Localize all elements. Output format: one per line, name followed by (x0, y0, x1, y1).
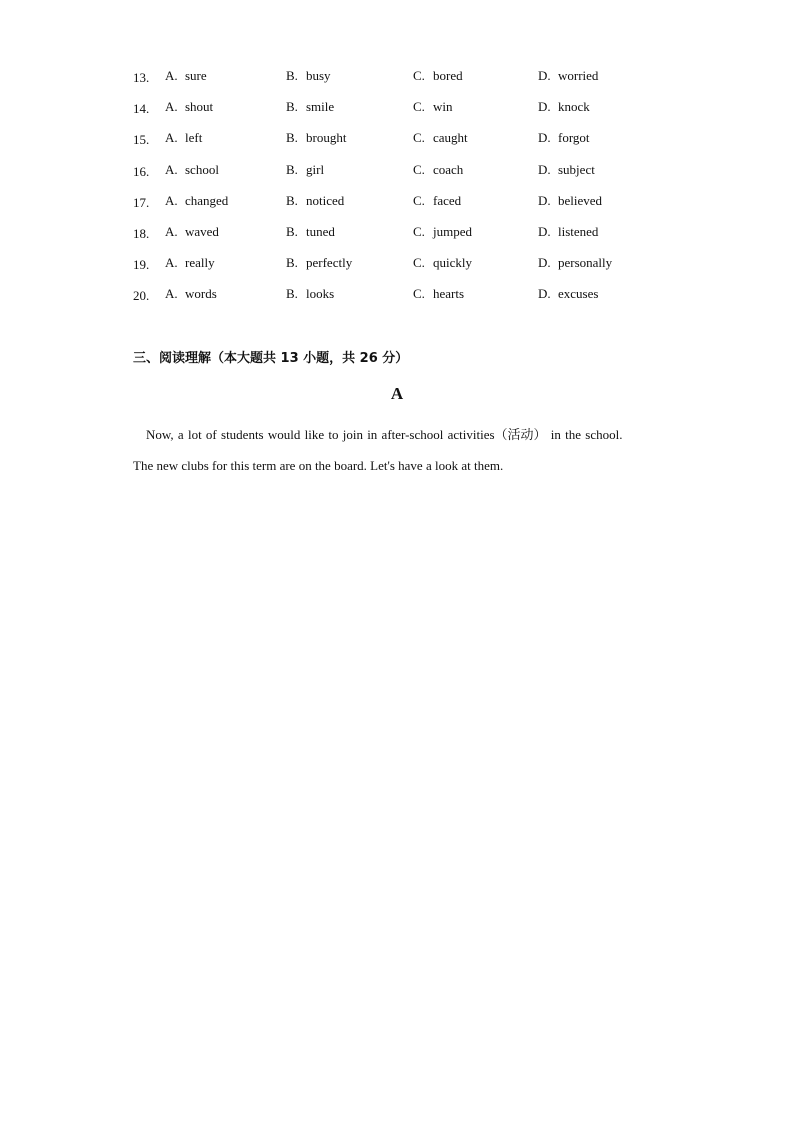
option-d (538, 284, 598, 304)
option-text: listened (558, 223, 599, 239)
option-letter: D. (538, 192, 551, 208)
option-letter: D. (538, 223, 551, 239)
passage-line: Now, a lot of students would like to join in after-school activities（活动） in the school. (146, 427, 623, 442)
option-text: noticed (306, 192, 345, 208)
option-letter: C. (413, 223, 425, 239)
option-letter: D. (538, 130, 551, 146)
question-number: 15. (133, 132, 150, 148)
option-d (538, 66, 598, 86)
option-letter: D. (538, 161, 551, 177)
option-text: tuned (306, 223, 335, 239)
option-letter: C. (413, 255, 425, 271)
option-text: smile (306, 99, 335, 115)
option-letter: B. (286, 192, 298, 208)
option-letter: A. (165, 130, 178, 146)
question-row (133, 128, 693, 159)
option-b (286, 128, 346, 148)
passage-text (133, 419, 653, 481)
option-text: shout (185, 99, 214, 115)
option-c (413, 97, 453, 117)
option-text: looks (306, 286, 335, 302)
option-letter: C. (413, 68, 425, 83)
option-letter: A. (165, 192, 178, 208)
question-number: 13. (133, 70, 150, 85)
option-letter: B. (286, 255, 298, 271)
option-letter: D. (538, 255, 551, 271)
option-a (165, 97, 213, 117)
question-row (133, 284, 693, 315)
option-letter: B. (286, 161, 298, 177)
option-c (413, 160, 463, 180)
question-number: 17. (133, 194, 150, 210)
option-a (165, 66, 207, 86)
option-letter: D. (538, 68, 551, 83)
option-letter: A. (165, 286, 178, 302)
question-row (133, 222, 693, 253)
option-text: believed (558, 192, 603, 208)
option-letter: C. (413, 130, 425, 146)
option-d (538, 97, 590, 117)
option-text: left (185, 130, 203, 146)
question-number: 20. (133, 288, 150, 304)
option-c (413, 128, 468, 148)
option-text: perfectly (306, 255, 353, 271)
option-a (165, 160, 219, 180)
option-letter: A. (165, 161, 178, 177)
option-letter: C. (413, 286, 425, 302)
option-text: forgot (558, 130, 590, 146)
option-text: coach (433, 161, 464, 177)
option-text: knock (558, 99, 590, 115)
passage-heading: A (390, 384, 404, 403)
option-b (286, 191, 344, 211)
option-text: bored (433, 68, 463, 83)
option-a (165, 222, 219, 242)
option-d (538, 128, 590, 148)
option-letter: A. (165, 68, 178, 83)
option-b (286, 97, 334, 117)
option-c (413, 191, 461, 211)
option-text: caught (433, 130, 468, 146)
option-b (286, 222, 335, 242)
question-number: 19. (133, 257, 150, 273)
option-letter: C. (413, 99, 425, 115)
question-number: 14. (133, 101, 150, 117)
option-text: waved (185, 223, 219, 239)
option-b (286, 160, 324, 180)
passage-line: The new clubs for this term are on the board. Let's have a look at them. (133, 458, 504, 473)
option-d (538, 222, 598, 242)
option-text: win (433, 99, 453, 115)
option-a (165, 191, 228, 211)
option-a (165, 253, 215, 273)
option-b (286, 66, 331, 86)
option-b (286, 284, 334, 304)
option-d (538, 160, 595, 180)
option-text: busy (306, 68, 331, 83)
option-text: excuses (558, 286, 599, 302)
option-c (413, 222, 472, 242)
option-letter: A. (165, 223, 178, 239)
option-text: quickly (433, 255, 472, 271)
option-text: jumped (433, 223, 472, 239)
option-d (538, 253, 612, 273)
option-text: school (185, 161, 219, 177)
question-row (133, 191, 693, 222)
option-text: sure (185, 68, 207, 83)
option-letter: C. (413, 192, 425, 208)
option-c (413, 253, 472, 273)
option-text: words (185, 286, 217, 302)
option-text: hearts (433, 286, 465, 302)
option-text: personally (558, 255, 613, 271)
option-a (165, 284, 217, 304)
question-row (133, 160, 693, 191)
option-letter: C. (413, 161, 425, 177)
option-letter: B. (286, 130, 298, 146)
option-text: subject (558, 161, 595, 177)
option-letter: A. (165, 255, 178, 271)
option-d (538, 191, 602, 211)
question-row (133, 97, 693, 128)
option-text: changed (185, 192, 229, 208)
option-c (413, 66, 463, 86)
question-list (133, 66, 693, 316)
option-text: worried (558, 68, 599, 83)
option-letter: D. (538, 99, 551, 115)
question-number: 16. (133, 163, 150, 179)
option-letter: B. (286, 286, 298, 302)
option-text: faced (433, 192, 462, 208)
option-letter: D. (538, 286, 551, 302)
option-b (286, 253, 352, 273)
option-text: really (185, 255, 215, 271)
question-number: 18. (133, 225, 150, 241)
option-letter: B. (286, 223, 298, 239)
option-letter: B. (286, 99, 298, 115)
option-c (413, 284, 464, 304)
option-text: brought (306, 130, 347, 146)
question-row (133, 66, 693, 97)
section-title: 三、阅读理解（本大题共 13 小题，共 26 分） (133, 351, 409, 366)
question-row (133, 253, 693, 284)
option-text: girl (306, 161, 325, 177)
option-letter: A. (165, 99, 178, 115)
option-a (165, 128, 202, 148)
option-letter: B. (286, 68, 298, 83)
